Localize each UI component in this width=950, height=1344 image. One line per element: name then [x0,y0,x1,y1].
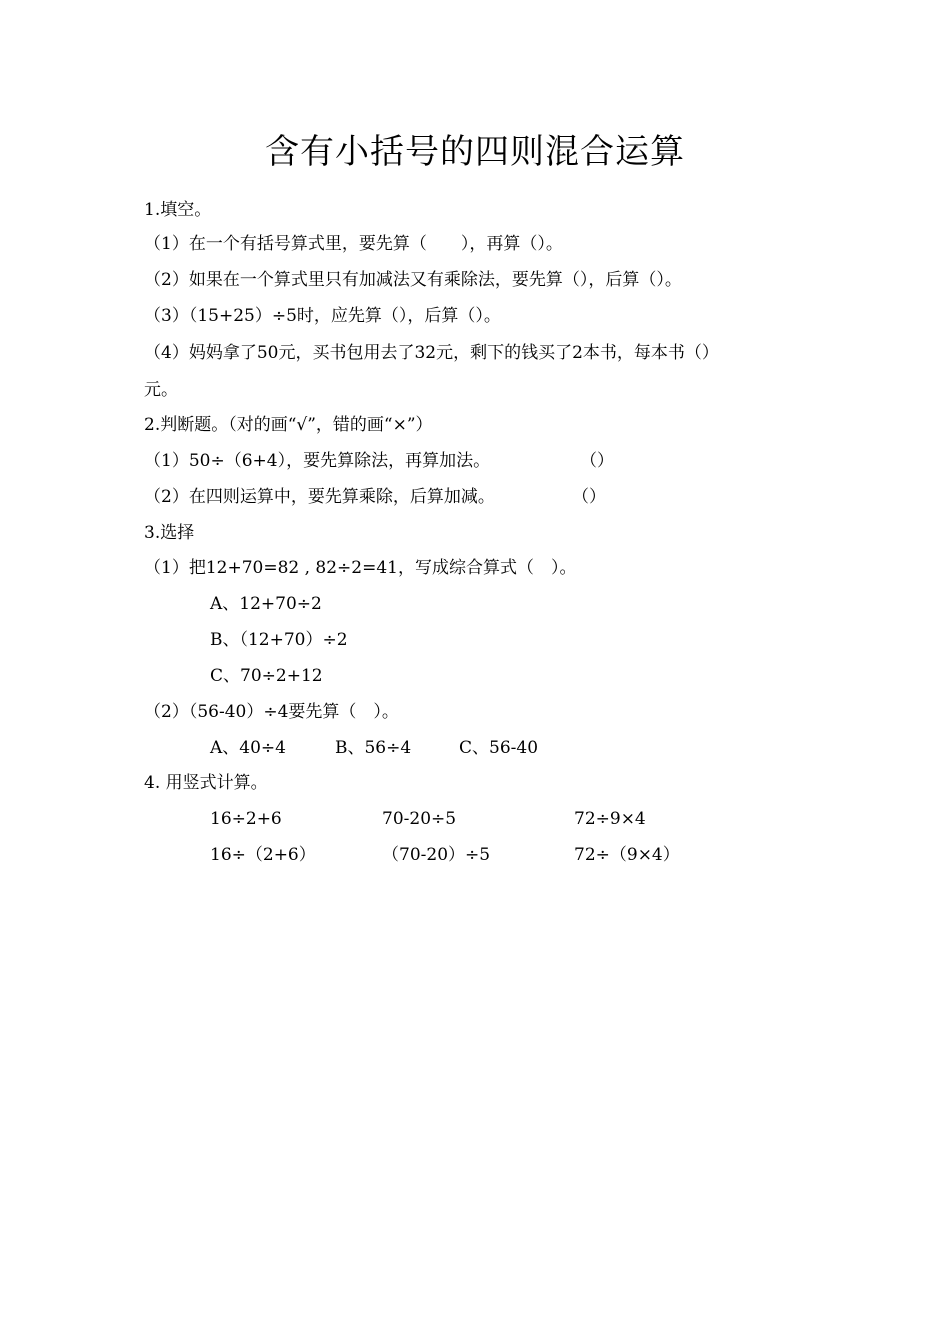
section-3-question-2-option-a: A、40÷4 [210,738,286,758]
section-3-question-2-option-c: C、56-40 [459,738,539,758]
section-2-question-2-answer: （） [572,487,606,507]
section-3-question-1-option-c: C、70÷2+12 [210,666,323,686]
calc-expression: 16÷（2+6） [210,845,316,865]
section-2-heading: 2.判断题。（对的画“√”，错的画“×”） [144,415,433,435]
calc-expression: 16÷2+6 [210,809,282,829]
section-3-question-1-option-b: B、（12+70）÷2 [210,630,348,650]
section-1-question-4-continued: 元。 [144,380,178,400]
calc-expression: 72÷（9×4） [574,845,680,865]
section-3-question-1-option-a: A、12+70÷2 [210,594,322,614]
calc-expression: 70-20÷5 [382,809,457,829]
section-3-heading: 3.选择 [144,523,195,543]
section-3-question-1: （1）把12+70=82 , 82÷2=41，写成综合算式（ ）。 [144,558,577,578]
section-3-question-2: （2）（56-40）÷4要先算（ ）。 [144,702,399,722]
section-1-question-2: （2）如果在一个算式里只有加减法又有乘除法，要先算（），后算（）。 [144,270,682,290]
section-1-question-4: （4）妈妈拿了50元，买书包用去了32元，剩下的钱买了2本书，每本书（） [144,343,719,363]
calc-expression: （70-20）÷5 [382,845,491,865]
section-2-question-1: （1）50÷（6+4），要先算除法，再算加法。 [144,451,491,471]
section-1-question-3: （3）（15+25）÷5时，应先算（），后算（）。 [144,306,501,326]
section-1-question-1: （1）在一个有括号算式里，要先算（ ），再算（）。 [144,234,563,254]
section-3-question-2-option-b: B、56÷4 [335,738,412,758]
section-1-heading: 1.填空。 [144,200,212,220]
calc-expression: 72÷9×4 [574,809,646,829]
page-title: 含有小括号的四则混合运算 [265,132,685,172]
section-2-question-2: （2）在四则运算中，要先算乘除，后算加减。 [144,487,495,507]
section-4-heading: 4. 用竖式计算。 [144,773,268,793]
section-2-question-1-answer: （） [580,451,614,471]
